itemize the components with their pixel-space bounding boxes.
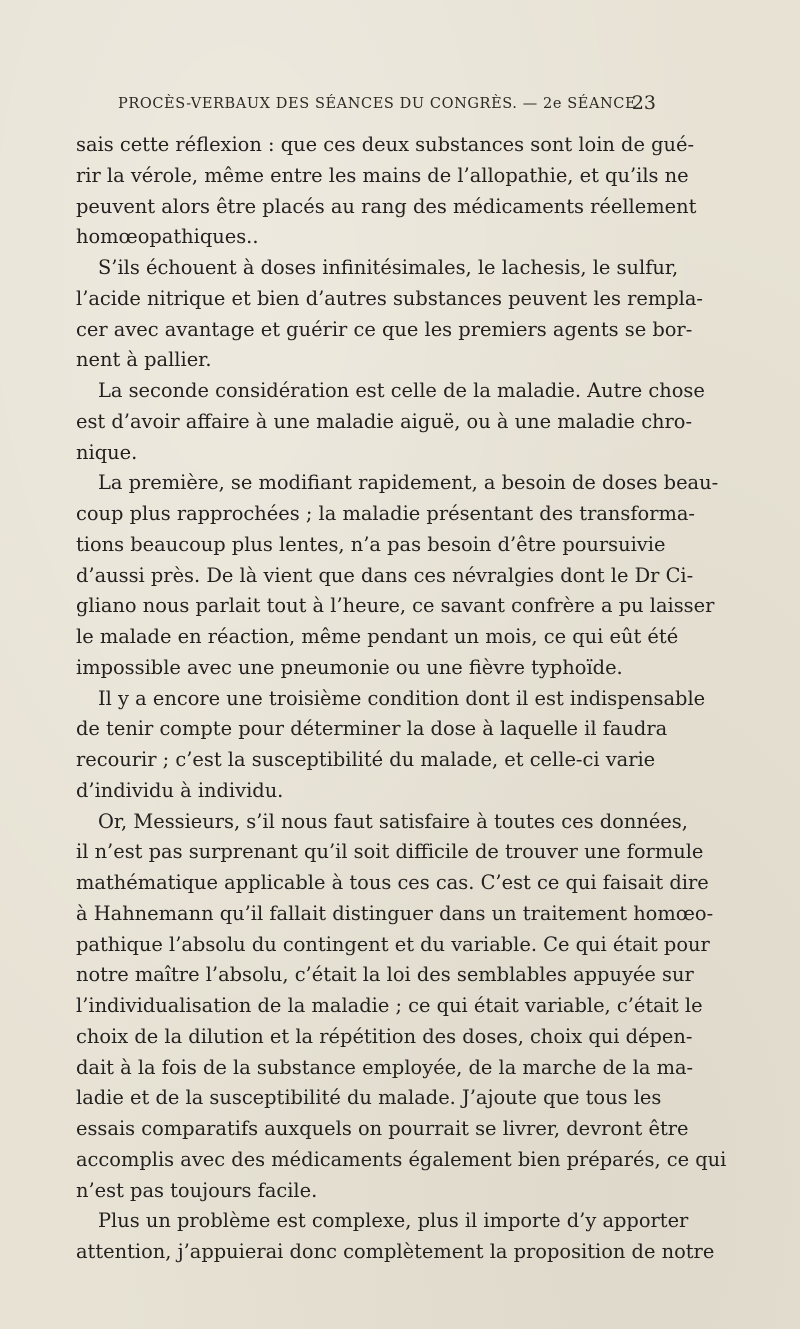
text-line: accomplis avec des médicaments également bien préparés, ce qui [76,1147,727,1171]
text-line: peuvent alors être placés au rang des médicaments réellement [76,194,697,218]
text-line: attention, j’appuierai donc complètement la proposition de notre [76,1240,715,1263]
text-line: La première, se modifiant rapidement, a besoin de doses beau- [98,471,719,495]
body-text [76,130,727,1268]
text-line: La seconde considération est celle de la maladie. Autre chose [98,379,705,402]
text-line: le malade en réaction, même pendant un mois, ce qui eût été [76,625,679,648]
running-title: PROCÈS-VERBAUX DES SÉANCES DU CONGRÈS. — 2e SÉANCE [118,96,637,112]
text-line: l’acide nitrique et bien d’autres substances peuvent les rempla- [76,286,703,310]
page-number: 23 [631,92,656,114]
text-line: ladie et de la susceptibilité du malade. J’ajoute que tous les [76,1086,662,1110]
text-line: pathique l’absolu du contingent et du variable. Ce qui était pour [76,932,710,956]
text-line: essais comparatifs auxquels on pourrait se livrer, devront être [76,1117,689,1140]
text-line: Or, Messieurs, s’il nous faut satisfaire à toutes ces données, [98,809,688,833]
text-line: notre maître l’absolu, c’était la loi des semblables appuyée sur [76,963,694,987]
text-line: choix de la dilution et la répétition des doses, choix qui dépen- [76,1024,693,1048]
text-line: mathématique applicable à tous ces cas. C’est ce qui faisait dire [76,871,709,894]
text-line: d’individu à individu. [76,778,284,802]
text-line: nique. [76,440,138,464]
text-line: à Hahnemann qu’il fallait distinguer dans un traitement homœo- [76,901,714,925]
text-line: S’ils échouent à doses infinitésimales, le lachesis, le sulfur, [98,256,679,279]
text-line: gliano nous parlait tout à l’heure, ce savant confrère a pu laisser [76,594,715,618]
text-line: nent à pallier. [76,348,212,372]
text-line: cer avec avantage et guérir ce que les premiers agents se bor- [76,317,693,341]
text-line: Il y a encore une troisième condition dont il est indispensable [98,686,706,710]
text-line: l’individualisation de la maladie ; ce qui était variable, c’était le [76,994,703,1017]
running-head [118,92,656,118]
text-line: Plus un problème est complexe, plus il importe d’y apporter [98,1209,689,1233]
text-line: impossible avec une pneumonie ou une fièvre typhoïde. [76,655,623,679]
text-line: de tenir compte pour déterminer la dose à laquelle il faudra [76,717,668,741]
text-line: coup plus rapprochées ; la maladie présentant des transforma- [76,502,695,525]
text-line: est d’avoir affaire à une maladie aiguë, ou à une maladie chro- [76,409,693,433]
text-line: sais cette réflexion : que ces deux substances sont loin de gué- [76,133,695,156]
text-line: tions beaucoup plus lentes, n’a pas besoin d’être poursuivie [76,532,666,556]
text-line: dait à la fois de la substance employée, de la marche de la ma- [76,1055,694,1079]
text-line: homœopathiques.. [76,225,259,249]
text-line: il n’est pas surprenant qu’il soit difficile de trouver une formule [76,840,704,864]
text-line: rir la vérole, même entre les mains de l’allopathie, et qu’ils ne [76,163,689,187]
text-line: n’est pas toujours facile. [76,1178,318,1202]
text-line: d’aussi près. De là vient que dans ces névralgies dont le Dr Ci- [76,563,694,587]
text-line: recourir ; c’est la susceptibilité du malade, et celle-ci varie [76,748,656,771]
